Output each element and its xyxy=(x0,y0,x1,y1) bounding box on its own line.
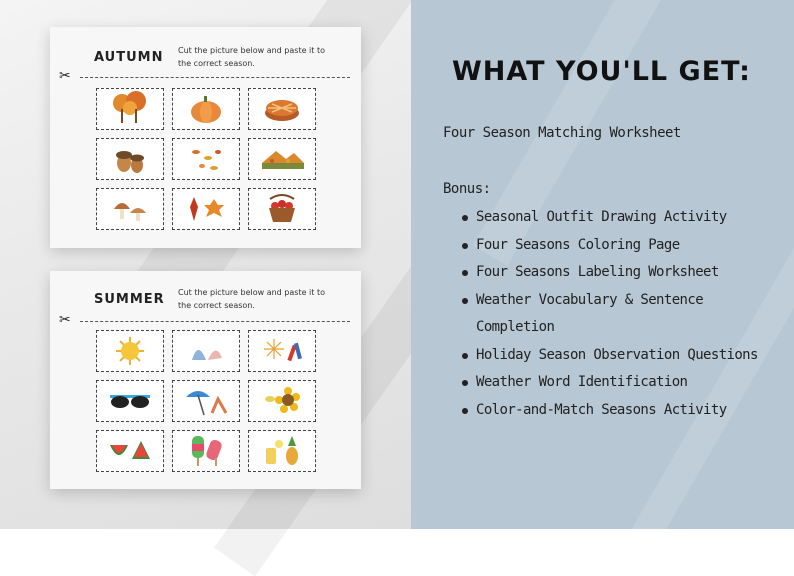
list-item: Weather Word Identification xyxy=(459,369,789,397)
list-item: Four Seasons Coloring Page xyxy=(459,232,789,260)
seashells-picture[interactable] xyxy=(172,330,240,372)
scissors-icon: ✂ xyxy=(59,68,71,84)
autumn-trees-picture[interactable] xyxy=(96,88,164,130)
scissors-icon: ✂ xyxy=(59,312,71,328)
cut-line xyxy=(80,77,350,78)
sunflower-picture[interactable] xyxy=(248,380,316,422)
worksheet-title: AUTUMN xyxy=(94,50,164,65)
bonus-list xyxy=(459,204,789,424)
autumn-worksheet xyxy=(50,27,361,248)
popsicles-picture[interactable] xyxy=(172,430,240,472)
worksheet-title: SUMMER xyxy=(94,292,165,307)
list-item: Four Seasons Labeling Worksheet xyxy=(459,259,789,287)
list-item: Seasonal Outfit Drawing Activity xyxy=(459,204,789,232)
pie-picture[interactable] xyxy=(248,88,316,130)
apple-basket-picture[interactable] xyxy=(248,188,316,230)
harvest-field-picture[interactable] xyxy=(248,138,316,180)
maple-leaves-picture[interactable] xyxy=(172,188,240,230)
cut-line xyxy=(80,321,350,322)
picture-grid xyxy=(96,88,316,230)
sunglasses-picture[interactable] xyxy=(96,380,164,422)
page-heading: WHAT YOU'LL GET: xyxy=(452,56,751,87)
pumpkin-picture[interactable] xyxy=(172,88,240,130)
worksheet-instruction: Cut the picture below and paste it to the correct season. xyxy=(178,46,325,68)
worksheet-instruction: Cut the picture below and paste it to the correct season. xyxy=(178,288,325,310)
summer-worksheet xyxy=(50,271,361,489)
bonus-label: Bonus: xyxy=(443,181,491,197)
falling-leaves-picture[interactable] xyxy=(172,138,240,180)
pineapple-lemonade-picture[interactable] xyxy=(248,430,316,472)
list-item: Color-and-Match Seasons Activity xyxy=(459,397,789,425)
main-item: Four Season Matching Worksheet xyxy=(443,125,681,141)
list-item: Weather Vocabulary & Sentence Completion xyxy=(459,287,789,342)
list-item: Holiday Season Observation Questions xyxy=(459,342,789,370)
beach-umbrella-chair-picture[interactable] xyxy=(172,380,240,422)
acorns-picture[interactable] xyxy=(96,138,164,180)
sun-picture[interactable] xyxy=(96,330,164,372)
fireworks-picture[interactable] xyxy=(248,330,316,372)
mushrooms-picture[interactable] xyxy=(96,188,164,230)
watermelon-picture[interactable] xyxy=(96,430,164,472)
picture-grid xyxy=(96,330,316,472)
